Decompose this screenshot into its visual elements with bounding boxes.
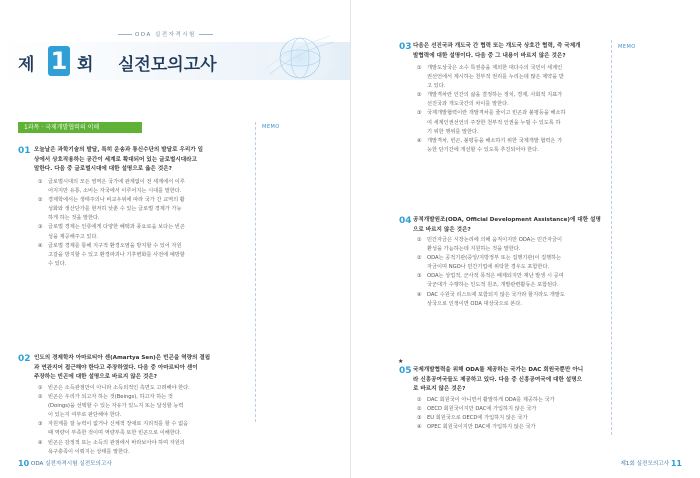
- option[interactable]: ④ 빈곤은 감정적 또는 소득의 관점에서 바라보아야 하며 자원의 욕구충족이 이뤄지는 상태를 말한다.: [38, 439, 185, 455]
- option[interactable]: ① 개발도상국은 소수 특권층을 제외한 대다수의 국민이 세계인 권선언에서 제시하는 천부적 권리를 누리는데 많은 제약을 받 고 있다.: [417, 65, 564, 90]
- question-1-text: 오늘날은 과학기술의 발달, 특히 운송과 통신수단의 발달로 우리가 일 상에서 상호작용하는 공간이 세계로 확대되어 있는 글로벌시대라고 말한다. 다음 중 글로벌시대에 대한 설명으로 옳은 것은?: [34, 147, 204, 172]
- question-2-text: 인도의 경제학자 아마르티아 센(Amartya Sen)은 빈곤을 역량의 결핍 과 연관지어 접근해야 한다고 주장하였다. 다음 중 아마르티아 센이 주장하는 빈곤에 대한 설명으로 바르지 않은 것은?: [34, 355, 211, 380]
- option[interactable]: ④ DAC 수원국 리스트에 포함되지 않은 국가라 할지라도 개발도 상국으로 인정이면 ODA 대상국으로 본다.: [417, 291, 565, 307]
- option[interactable]: ④ 개발격차, 빈곤, 불평등을 해소하기 위한 국제개발 협력은 가 능한 단기간에 개선할 수 있도록 추진되어야 한다.: [417, 137, 563, 153]
- title-number: 1: [48, 46, 70, 76]
- footer-right-text: 제1회 실전모의고사: [620, 461, 670, 467]
- header-small-title: ODA 실전자격시험: [115, 30, 216, 38]
- option[interactable]: ④ OPEC 회원국이지만 DAC에 가입하지 않은 국가: [417, 424, 536, 431]
- question-2-number: 02: [18, 354, 31, 364]
- option[interactable]: ② 빈곤은 우리가 되고자 하는 것(Beings), 하고자 하는 것 (Doings)을 선택할 수 있는 자유가 있느지 또는 달성할 능력 이 있는지 여부로 판단해야 한다.: [38, 394, 184, 419]
- option[interactable]: ③ 자원계를 잘 능력이 없거나 신체적 장애로 지리적를 할 수 없음 때 역량이 부족한 것이며 역량부족 또한 빈곤으로 이해한다.: [38, 421, 189, 437]
- option[interactable]: ③ 국제개발협력이란 개발격차를 줄이고 빈곤과 불평등을 해소하 여 세계인권선언의 주장한 천부적 인권을 누릴 수 있도록 하 기 위한 행위를 말한다.: [417, 110, 566, 135]
- question-1-number: 01: [18, 146, 31, 156]
- page-title: 실전모의고사: [118, 55, 217, 75]
- option[interactable]: ③ 글로벌 경제는 인류에게 다양한 혜택과 풍요로움 보다는 빈곤 성을 제공해주고 있다.: [38, 224, 185, 240]
- question-5-options: [417, 396, 607, 432]
- question-3-number: 03: [399, 42, 412, 52]
- option[interactable]: ④ 글로벌 경제를 통해 지구적 환경오염을 방지할 수 있어 자원 고갈을 방지할 수 있고 환경파괴나 기후변화를 사전에 예방할 수 있다.: [38, 242, 185, 267]
- right-page: [350, 0, 700, 478]
- option[interactable]: ① DAC 회원국이 아니면서 활발하게 ODA를 제공하는 국가: [417, 397, 555, 403]
- question-4-options: [417, 236, 607, 309]
- question-3-options: [417, 64, 607, 155]
- question-5-text: 국제개발협력을 위해 ODA를 제공하는 국가는 DAC 회원국뿐만 아니 라 신흥공여국들도 제공하고 있다. 다음 중 신흥공여국에 대한 설명으 로 바르지 않은 것은?: [413, 367, 584, 392]
- option[interactable]: ② 경제학에서는 생태주의나 비교우위에 따라 국가 간 교역의 활 성화와 생산단가를 현저히 낮춘 수 있는 글로벌 경제가 가능 하게 하는 것을 말한다.: [38, 197, 185, 222]
- option[interactable]: ① 글로벌시대의 모든 영역은 국가에 관계없이 전 세계에서 이루 어지지만 유통, 소비는 자국에서 이루어지는 시대를 말한다.: [38, 179, 185, 195]
- option[interactable]: ① 빈곤은 소득관점만이 아니라 소득외적인 측면도 고려해야 한다.: [38, 385, 190, 391]
- option[interactable]: ③ EU 회원국으로 OECD에 가입하지 않은 국가: [417, 415, 528, 422]
- globe-illustration: [250, 28, 338, 88]
- option[interactable]: ② OECD 회원국이지만 DAC에 가입하지 않은 국가: [417, 406, 537, 413]
- question-5-number: 05: [399, 366, 412, 376]
- title-suffix: 회: [77, 55, 94, 75]
- option[interactable]: ② ODA는 공적기관(중앙/지방정부 또는 집행기관)이 집행하는 자금이며 NGO나 민간기업에 위탁한 경우도 포함한다.: [417, 255, 562, 271]
- footer-right: [621, 459, 683, 468]
- question-2-options: [38, 384, 253, 457]
- page-number-left: 10: [18, 459, 30, 468]
- footer-left: [18, 459, 112, 468]
- option[interactable]: ② 개발격차란 인간의 삶을 결정하는 정치, 경제, 사회적 지표가 선진국과 개도국간의 차이를 말한다.: [417, 92, 563, 108]
- memo-label-left: MEMO: [262, 124, 280, 130]
- title-prefix: 제: [18, 55, 35, 75]
- star-icon: ★: [398, 358, 404, 365]
- footer-left-text: ODA 실전자격시험 실전모의고사: [30, 461, 112, 467]
- section-tab: 1과목 · 국제개발협력의 이해: [18, 122, 142, 133]
- option[interactable]: ③ ODA는 상업적, 군사적 목적은 배제되지만 재난 발생 시 공여 국군대가 수행하는 인도적 원조, 개발관련활동은 포함된다.: [417, 273, 564, 289]
- question-4-number: 04: [399, 216, 412, 226]
- question-3-text: 다음은 선진국과 개도국 간 협력 또는 개도국 상호간 협력, 즉 국제개 발협력에 대한 설명이다. 다음 중 그 내용이 바르지 않은 것은?: [413, 43, 581, 59]
- option[interactable]: ① 민간자금은 시장논리에 의해 움직이지만 ODA는 민간자금이 환성을 가늠하는데 지원하는 것을 말한다.: [417, 237, 563, 253]
- memo-label-right-1: MEMO: [618, 44, 636, 50]
- memo-area-left: [255, 122, 256, 422]
- page-number-right: 11: [670, 459, 682, 468]
- question-4-text: 공적개발원조(ODA, Official Development Assistance)에 대한 설명 으로 바르지 않은 것은?: [413, 217, 601, 233]
- question-1-options: [38, 178, 253, 269]
